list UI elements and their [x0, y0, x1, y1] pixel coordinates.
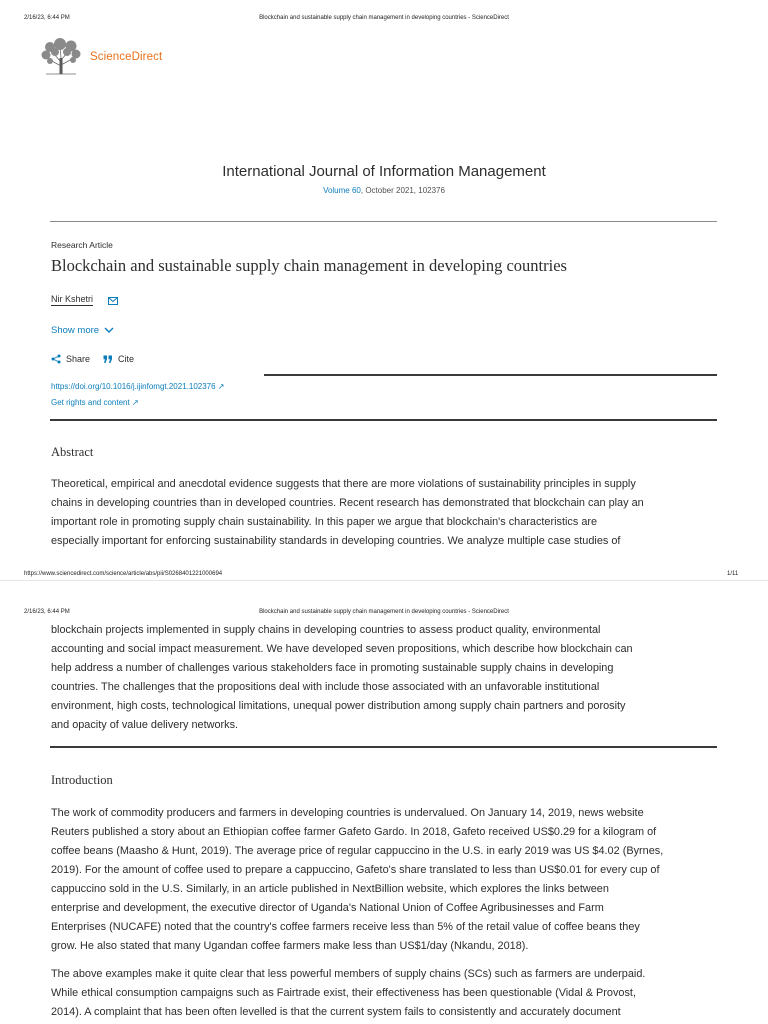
share-button[interactable] [51, 354, 90, 364]
abstract-divider [50, 419, 717, 421]
envelope-icon[interactable] [108, 297, 118, 305]
text-line: enterprise and development, the executive director of Uganda's National Union of Coffee Agribusinesses and Farm [51, 902, 604, 914]
show-more-button[interactable] [51, 325, 114, 336]
print-datetime: 2/16/23, 6:44 PM [24, 609, 70, 615]
text-line: 2014). A complaint that has been often levelled is that the current system fails to consistently and accurately document [51, 1006, 621, 1018]
text-line: cappuccino sold in the U.S. Similarly, in an article published in NextBillion website, which explores the links between [51, 883, 609, 895]
introduction-divider [50, 746, 717, 748]
journal-meta [0, 186, 768, 195]
text-line: countries. The challenges that the propositions deal with include those associated with an unfavorable institutional [51, 681, 600, 693]
rights-text: Get rights and content [51, 398, 130, 407]
text-line: important role in promoting supply chain sustainability. In this paper we argue that blockchain's characteristics are [51, 516, 598, 528]
article-title: Blockchain and sustainable supply chain management in developing countries [51, 256, 567, 275]
abstract-heading: Abstract [51, 445, 94, 459]
doi-text: https://doi.org/10.1016/j.ijinfomgt.2021.102376 [51, 382, 216, 391]
abstract-text-page1 [51, 475, 719, 551]
quote-icon [103, 355, 113, 364]
text-line: 2019). For the amount of coffee used to prepare a cappuccino, Gafeto's share translated to less than US$0.01 for every cup of [51, 864, 660, 876]
rights-link[interactable] [51, 398, 139, 407]
print-footer-page: 1/11 [727, 571, 739, 577]
sciencedirect-logo[interactable] [38, 38, 178, 76]
cite-button[interactable] [103, 354, 134, 364]
introduction-paragraph-1 [51, 804, 719, 956]
print-page-title: Blockchain and sustainable supply chain management in developing countries - ScienceDirect [259, 15, 509, 21]
text-line: especially important for enforcing sustainability standards in developing countries. We analyze multiple case studies of [51, 535, 621, 547]
share-cite-row [51, 354, 147, 364]
text-line: coffee beans (Maasho & Hunt, 2019). The average price of regular cappuccino in the U.S. in early 2019 was US $4.02 (Byrnes, [51, 845, 664, 857]
text-line: chains in developing countries than in developed countries. Recent research has demonstrated that blockchain can play an [51, 497, 644, 509]
text-line: The work of commodity producers and farmers in developing countries is undervalued. On January 14, 2019, news website [51, 807, 644, 819]
text-line: help address a number of challenges various stakeholders face in promoting sustainable supply chains in developing [51, 662, 614, 674]
share-divider [264, 374, 717, 376]
text-line: While ethical consumption campaigns such as Fairtrade exist, their effectiveness has been questionable (Vidal & Provost, [51, 987, 636, 999]
article-type: Research Article [51, 240, 113, 250]
text-line: The above examples make it quite clear that less powerful members of supply chains (SCs) such as farmers are underpaid. [51, 968, 646, 980]
elsevier-tree-icon [38, 38, 84, 76]
chevron-down-icon [104, 327, 114, 334]
journal-date-issue: , October 2021, 102376 [360, 186, 445, 195]
abstract-text-page2 [51, 621, 719, 735]
share-label: Share [66, 354, 91, 364]
text-line: grow. He also stated that many Ugandan coffee farmers make less than US$1/day (Nkandu, 2018). [51, 940, 529, 952]
print-footer-url: https://www.sciencedirect.com/science/article/abs/pii/S0268401221000694 [24, 571, 223, 577]
text-line: blockchain projects implemented in supply chains in developing countries to assess product quality, environmental [51, 624, 601, 636]
cite-label: Cite [118, 354, 135, 364]
text-line: accounting and social impact measurement. We have developed seven propositions, which describe how blockchain can [51, 643, 633, 655]
header-divider [50, 221, 717, 222]
external-link-icon: ↗ [131, 398, 139, 407]
text-line: and opacity of value delivery networks. [51, 719, 239, 731]
introduction-heading: Introduction [51, 773, 113, 787]
text-line: Enterprises (NUCAFE) noted that the country's coffee farmers receive less than 5% of the retail value of coffee beans they [51, 921, 640, 933]
logo-text: ScienceDirect [90, 51, 163, 63]
print-datetime: 2/16/23, 6:44 PM [24, 15, 70, 21]
text-line: Reuters published a story about an Ethiopian coffee farmer Gafeto Gardo. In 2018, Gafeto received US$0.29 for a kilogram of [51, 826, 657, 838]
show-more-label: Show more [51, 325, 100, 336]
external-link-icon: ↗ [217, 382, 225, 391]
share-icon [51, 354, 61, 364]
author-link[interactable]: Nir Kshetri [51, 294, 94, 304]
journal-title[interactable]: International Journal of Information Management [222, 163, 546, 180]
doi-link[interactable] [51, 382, 225, 391]
volume-link[interactable]: Volume 60 [323, 186, 361, 195]
print-page-title: Blockchain and sustainable supply chain management in developing countries - ScienceDirect [259, 609, 509, 615]
text-line: Theoretical, empirical and anecdotal evidence suggests that there are more violations of sustainability principles in supply [51, 478, 636, 490]
introduction-paragraph-2 [51, 965, 719, 1022]
text-line: environment, high costs, technological limitations, unequal power distribution among supply chain partners and porosity [51, 700, 626, 712]
page-break [0, 580, 768, 581]
